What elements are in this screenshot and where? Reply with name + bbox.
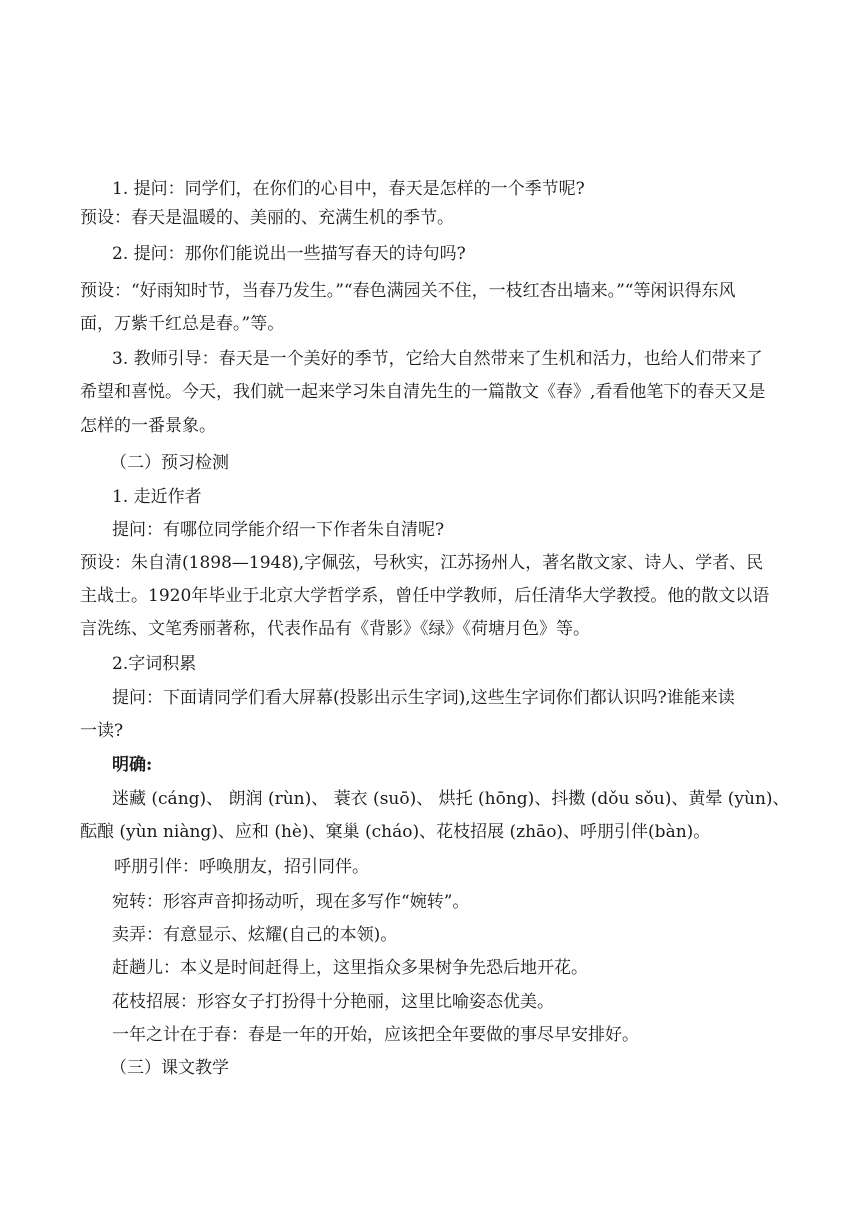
question-vocabulary-line-1: 提问：下面请同学们看大屏幕(投影出示生字词),这些生字词你们都认识吗?谁能来读	[112, 688, 735, 708]
answer-2-line-2: 面，万紫千红总是春。”等。	[80, 314, 285, 334]
vocabulary-list-line-1: 迷藏 (cáng)、 朗润 (rùn)、 蓑衣 (suō)、 烘托 (hōng)、抖擞 (dǒu sǒu)、黄晕 (yùn)、	[112, 789, 790, 809]
teacher-guide-line-1: 3. 教师引导：春天是一个美好的季节，它给大自然带来了生机和活力，也给人们带来了	[112, 349, 763, 369]
document-page	[80, 0, 790, 1217]
definition-huazhizhaozhan: 花枝招展：形容女子打扮得十分艳丽，这里比喻姿态优美。	[112, 992, 554, 1012]
answer-author-line-1: 预设：朱自清(1898—1948),字佩弦，号秋实，江苏扬州人，著名散文家、诗人、学者、民	[80, 553, 764, 573]
question-1: 1. 提问：同学们，在你们的心目中，春天是怎样的一个季节呢?	[112, 179, 585, 199]
subheading-author: 1. 走近作者	[112, 487, 202, 507]
vocabulary-list-line-2: 酝酿 (yùn niàng)、应和 (hè)、窠巢 (cháo)、花枝招展 (zhāo)、呼朋引伴(bàn)。	[80, 822, 711, 842]
teacher-guide-line-3: 怎样的一番景象。	[80, 416, 216, 436]
answer-1: 预设：春天是温暖的、美丽的、充满生机的季节。	[80, 208, 454, 228]
answer-author-line-2: 主战士。1920年毕业于北京大学哲学系，曾任中学教师，后任清华大学教授。他的散文以语	[80, 586, 770, 606]
subheading-vocabulary: 2.字词积累	[112, 654, 197, 674]
teacher-guide-line-2: 希望和喜悦。今天，我们就一起来学习朱自清先生的一篇散文《春》,看看他笔下的春天又是	[80, 382, 766, 402]
definition-gantanger: 赶趟儿：本义是时间赶得上，这里指众多果树争先恐后地开花。	[112, 958, 588, 978]
definition-mainong: 卖弄：有意显示、炫耀(自己的本领)。	[112, 925, 398, 945]
section-heading-preview: （二）预习检测	[110, 453, 229, 473]
answer-author-line-3: 言洗练、文笔秀丽著称，代表作品有《背影》《绿》《荷塘月色》等。	[80, 619, 590, 639]
clarify-label: 明确:	[112, 755, 153, 775]
definition-hupengyinban: 呼朋引伴：呼唤朋友，招引同伴。	[114, 857, 369, 877]
question-2: 2. 提问：那你们能说出一些描写春天的诗句吗?	[112, 244, 466, 264]
definition-wanzhuan: 宛转：形容声音抑扬动听，现在多写作“婉转”。	[112, 892, 470, 912]
question-vocabulary-line-2: 一读?	[80, 721, 124, 741]
section-heading-lesson: （三）课文教学	[110, 1058, 229, 1078]
answer-2-line-1: 预设：“好雨知时节，当春乃发生。”“春色满园关不住，一枝红杏出墙来。”“等闲识得东风	[80, 281, 736, 301]
question-author: 提问：有哪位同学能介绍一下作者朱自清呢?	[112, 520, 445, 540]
definition-yinianzhiji: 一年之计在于春：春是一年的开始，应该把全年要做的事尽早安排好。	[112, 1025, 639, 1045]
